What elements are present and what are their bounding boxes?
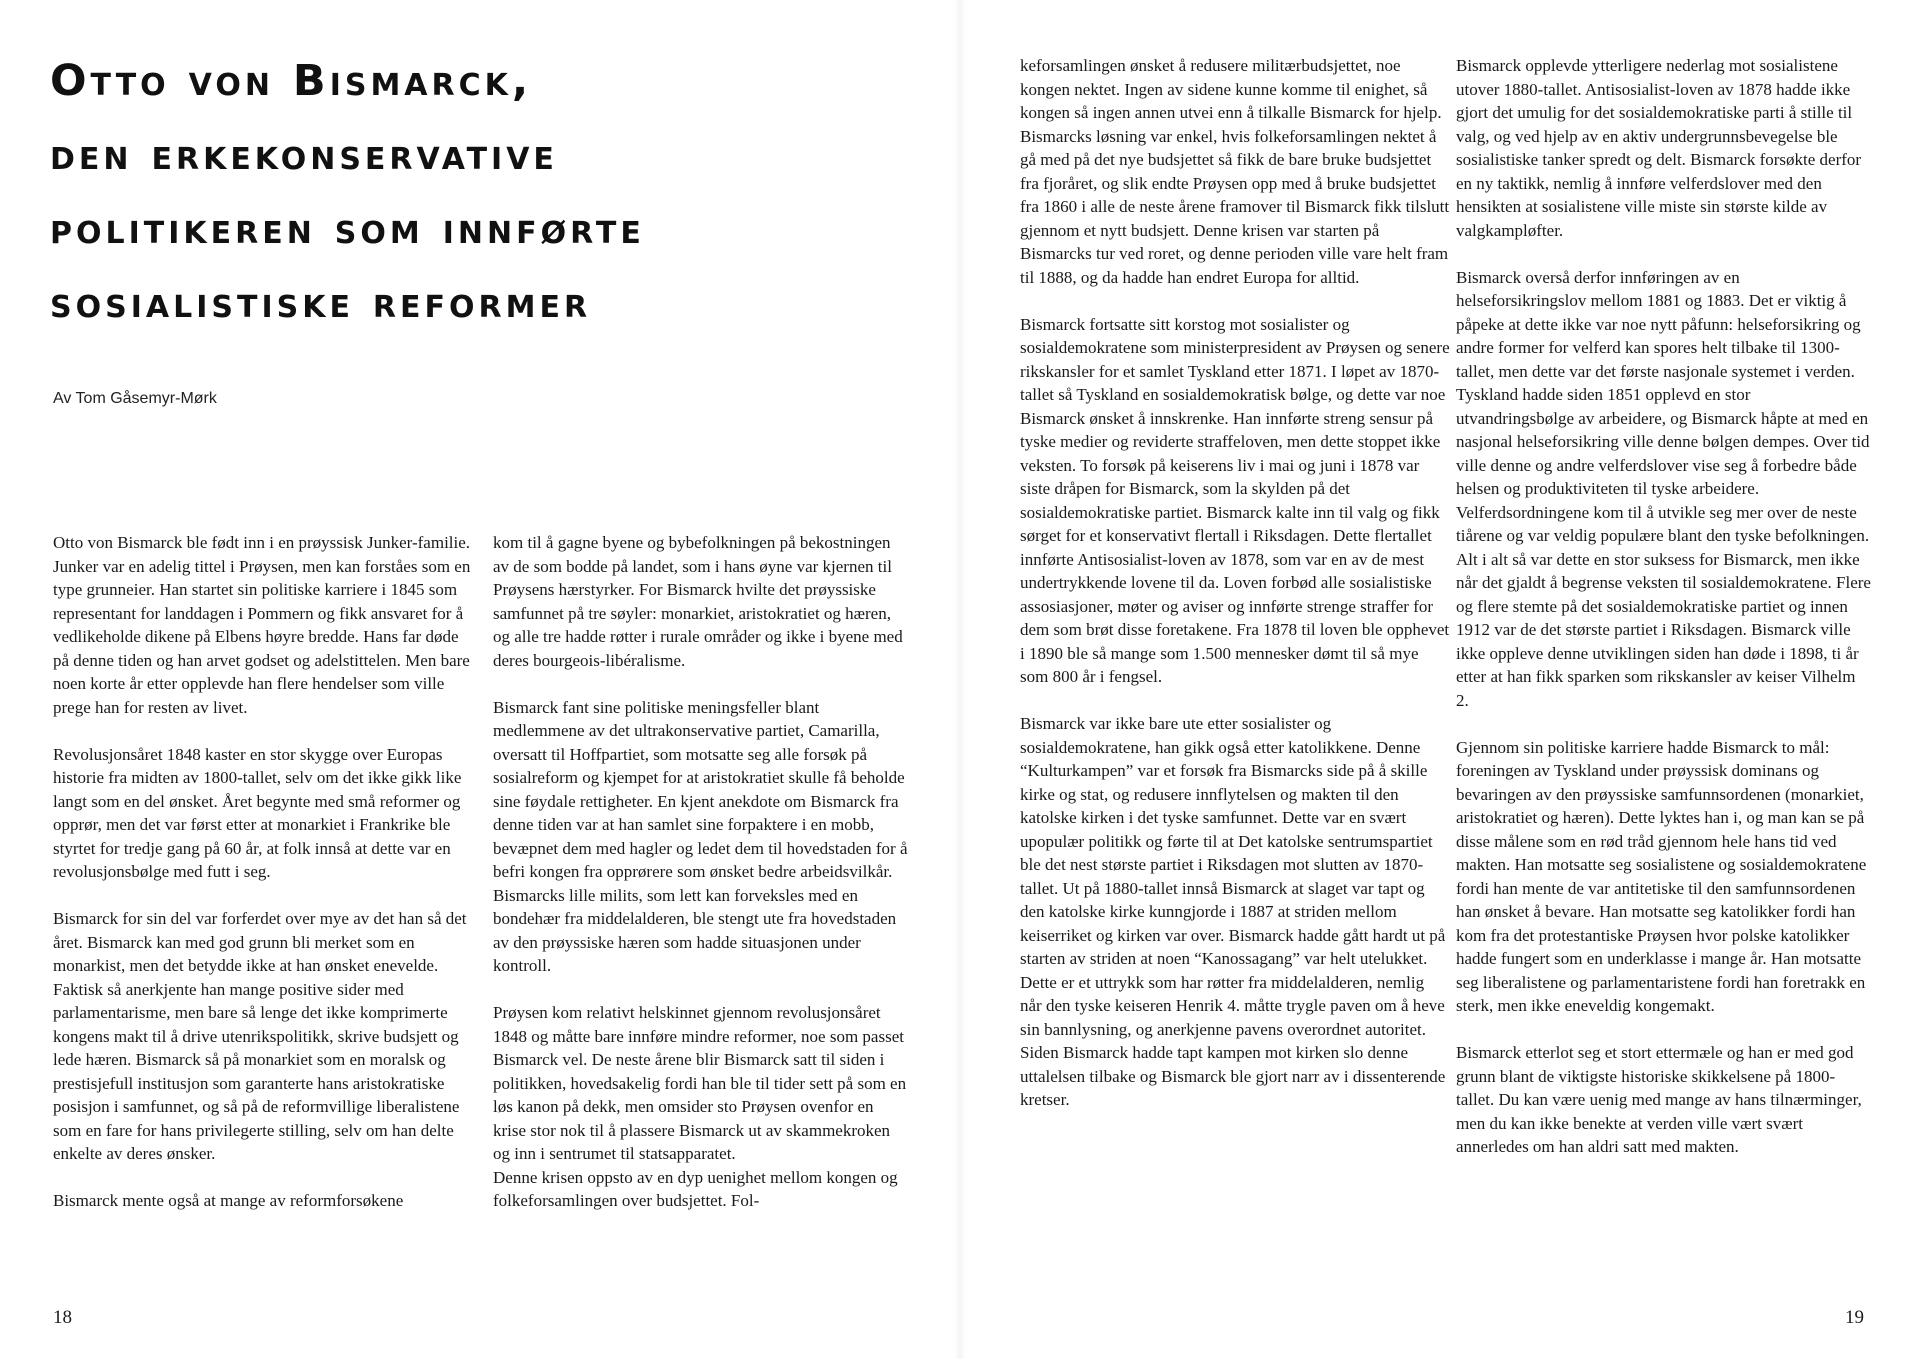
title-line-3: politikeren som innførte (50, 204, 645, 254)
paragraph: Bismarck mente også at mange av reformforsøkene (53, 1191, 404, 1210)
paragraph: kom til å gagne byene og bybefolkningen på bekostningen av de som bodde på landet, som i hans øyne var kjernen til Prøysens hærstyrker. For Bismarck hvilte det prøyssiske samfunnet på tre søyler: monarkiet, aristokratiet og hæren, og alle tre hadde røtter i rurale områder og ikke i byene med deres bourgeois-libéralisme. (493, 533, 903, 670)
page-number-right: 19 (1845, 1307, 1864, 1328)
paragraph: Bismarck overså derfor innføringen av en helseforsikringslov mellom 1881 og 1883. Det er viktig å påpeke at dette ikke var noe nytt påfunn: helseforsikring og andre former for velferd kan spores helt tilbake til 1300-tallet, men dette var det første nasjonale systemet i verden. Tyskland hadde siden 1851 opplevd en stor utvandringsbølge av arbeidere, og Bismarck håpte at med en nasjonal helseforsikring ville denne bølgen dempes. Over tid ville denne og andre velferdslover vise seg å forbedre både helsen og produktiviteten til tyske arbeidere. Velferdsordningene kom til å utvikle seg mer over de neste tiårene og var veldig populære blant den tyske befolkningen. Alt i alt så var dette en stor suksess for Bismarck, men ikke når det gjaldt å begrense veksten til sosialdemokratene. Flere og flere stemte på det sosialdemokratiske partiet og innen 1912 var de det største partiet i Riksdagen. Bismarck ville ikke oppleve denne utviklingen siden han døde i 1898, ti år etter at han fikk sparken som rikskansler av keiser Vilhelm 2. (1456, 267, 1871, 710)
title-line-1: Otto von Bismarck, (50, 56, 533, 106)
column-1 (53, 531, 478, 1213)
paragraph: Revolusjonsåret 1848 kaster en stor skygge over Europas historie fra midten av 1800-tallet, selv om det ikke gikk like langt som en del ønsket. Året begynte med små reformer og opprør, men det var først etter at monarkiet i Frankrike ble styrtet for tredje gang på 60 år, at folk innså at dette var en revolusjonsbølge med futt i seg. (53, 744, 462, 881)
paragraph: Bismarck opplevde ytterligere nederlag mot sosialistene utover 1880-tallet. Antisosialist-loven av 1878 hadde ikke gjort det umulig for det sosialdemokratiske parti å stille til valg, og ved hjelp av en aktiv undergrunnsbevegelse ble sosialistiske tanker spredt og delt. Bismarck forsøkte derfor en ny taktikk, nemlig å innføre velferdslover med den hensikten at sosialistene ville miste sin største kilde av valgkampløfter. (1456, 56, 1862, 240)
paragraph: Bismarck fortsatte sitt korstog mot sosialister og sosialdemokratene som ministerpresident av Prøysen og senere rikskansler for et samlet Tyskland etter 1871. I løpet av 1870-tallet så Tyskland en sosialdemokratisk bølge, og dette var noe Bismarck ønsket å innskrenke. Han innførte streng sensur på tyske medier og reviderte straffeloven, men dette stoppet ikke veksten. To forsøk på keiserens liv i mai og juni i 1878 var siste dråpen for Bismarck, som la skylden på det sosialdemokratiske partiet. Bismarck kalte inn til valg og fikk sørget for et konservativt flertall i Riksdagen. Dette flertallet innførte Antisosialist-loven av 1878, som var en av de mest undertrykkende lovene til da. Loven forbød alle sosialistiske assosiasjoner, møter og aviser og innførte strenge straffer for dem som brøt disse foretakene. Fra 1878 til loven ble opphevet i 1890 ble så mange som 1.500 mennesker dømt til så mye som 800 år i fengsel. (1020, 314, 1450, 686)
page-number-left: 18 (53, 1307, 72, 1328)
paragraph: Prøysen kom relativt helskinnet gjennom revolusjonsåret 1848 og måtte bare innføre mindre reformer, noe som passet Bismarck vel. De neste årene blir Bismarck satt til siden i politikken, hovedsakelig fordi han ble til tider sett på som en løs kanon på dekk, men omsider sto Prøysen ovenfor en krise stor nok til å plassere Bismarck ut av skammekroken og inn i sentrumet til statsapparatet. (493, 1003, 907, 1163)
byline: Av Tom Gåsemyr-Mørk (53, 390, 217, 407)
paragraph: Otto von Bismarck ble født inn i en prøyssisk Junker-familie. Junker var en adelig tittel i Prøysen, men kan forståes som en type grunneier. Han startet sin politiske karriere i 1845 som representant for landdagen i Pommern og fikk ansvaret for å vedlikeholde dikene på Elbens høyre bredde. Hans far døde på denne tiden og han arvet godset og adelstittelen. Men bare noen korte år etter opplevde han flere hendelser som ville prege han for resten av livet. (53, 533, 471, 717)
paragraph: Gjennom sin politiske karriere hadde Bismarck to mål: foreningen av Tyskland under prøyssisk dominans og bevaringen av den prøyssiske samfunnsordenen (monarkiet, aristokratiet og hæren). Dette lyktes han i, og man kan se på disse målene som en rød tråd gjennom hele hans tid ved makten. Han motsatte seg sosialistene og sosialdemokratene fordi han mente de var antitetiske til den samfunnsordenen han ønsket å bevare. Han motsatte seg katolikker fordi han kom fra det protestantiske Prøysen hvor polske katolikker hadde fungert som en underklasse i mange år. Han motsatte seg liberalistene og parlamentaristene fordi han foretrakk en sterk, men ikke eneveldig kongemakt. (1456, 737, 1867, 1015)
paragraph: Bismarck var ikke bare ute etter sosialister og sosialdemokratene, han gikk også etter katolikkene. Denne “Kulturkampen” var et forsøk fra Bismarcks side på å skille kirke og stat, og redusere innflytelsen og makten til den katolske kirken i det tyske samfunnet. Dette var en svært upopulær politikk og førte til at Det katolske sentrumspartiet ble det nest største partiet i Riksdagen mot slutten av 1870-tallet. Ut på 1880-tallet innså Bismarck at slaget var tapt og den katolske kirke kunngjorde i 1887 at striden mellom keiserriket og kirken var over. Bismarck hadde gått hardt ut på starten av striden at noen “Kanossagang” var helt utelukket. Dette er et uttrykk som har røtter fra middelalderen, nemlig når den tyske keiseren Henrik 4. måtte trygle paven om å heve sin bannlysning, og anerkjenne pavens overordnet autoritet. Siden Bismarck hadde tapt kampen mot kirken slo denne uttalelsen tilbake og Bismarck ble gjort narr av i dissenterende kretser. (1020, 714, 1446, 1109)
paragraph: Denne krisen oppsto av en dyp uenighet mellom kongen og folkeforsamlingen over budsjettet. Fol- (493, 1167, 898, 1210)
paragraph: Bismarck etterlot seg et stort ettermæle og han er med god grunn blant de viktigste historiske skikkelsene på 1800-tallet. Du kan være uenig med mange av hans tilnærminger, men du kan ikke benekte at verden ville vært svært annerledes om han aldri satt med makten. (1456, 1043, 1862, 1156)
paragraph: Bismarck fant sine politiske meningsfeller blant medlemmene av det ultrakonservative partiet, Camarilla, oversatt til Hoffpartiet, som motsatte seg alle forsøk på sosialreform og kjempet for at aristokratiet skulle få beholde sine føydale rettigheter. En kjent anekdote om Bismarck fra denne tiden var at han samlet sine forpaktere i en mobb, bevæpnet dem med hagler og ledet dem til hovedstaden for å befri kongen fra opprørere som ønsket bedre arbeidsvilkår. Bismarcks lille milits, som lett kan forveksles med en bondehær fra middelalderen, ble stengt ute fra hovedstaden av den prøyssiske hæren som hadde situasjonen under kontroll. (493, 697, 908, 975)
title-line-2: den erkekonservative (50, 130, 558, 180)
right-page (960, 0, 1920, 1359)
column-3 (1020, 54, 1450, 1112)
article-title (50, 44, 810, 340)
title-line-4: sosialistiske reformer (50, 278, 592, 328)
column-4 (1456, 54, 1871, 1159)
paragraph: keforsamlingen ønsket å redusere militærbudsjettet, noe kongen nektet. Ingen av sidene kunne komme til enighet, så kongen så ingen annen utvei enn å tilkalle Bismarck for hjelp. Bismarcks løsning var enkel, hvis folkeforsamlingen nektet å gå med på det nye budsjettet så fikk de bare bruke budsjettet fra fjoråret, og slik endte Prøysen opp med å bruke budsjettet fra 1860 i alle de neste årene framover til Bismarck fikk tilslutt gjennom et nytt budsjett. Denne krisen var starten på Bismarcks tur ved roret, og denne perioden ville vare helt fram til 1888, og da hadde han endret Europa for alltid. (1020, 56, 1450, 287)
column-2 (493, 531, 908, 1213)
paragraph: Bismarck for sin del var forferdet over mye av det han så det året. Bismarck kan med god grunn bli merket som en monarkist, men det betydde ikke at han ønsket enevelde. Faktisk så anerkjente han mange positive sider med parlamentarisme, men bare så lenge det ikke komprimerte kongens makt til å drive utenrikspolitikk, skrive budsjett og lede hæren. Bismarck så på monarkiet som en moralsk og prestisjefull institusjon som garanterte hans aristokratiske posisjon i samfunnet, og så på de reformvillige liberalistene som en fare for hans privilegerte stilling, selv om han delte enkelte av deres ønsker. (53, 909, 467, 1163)
